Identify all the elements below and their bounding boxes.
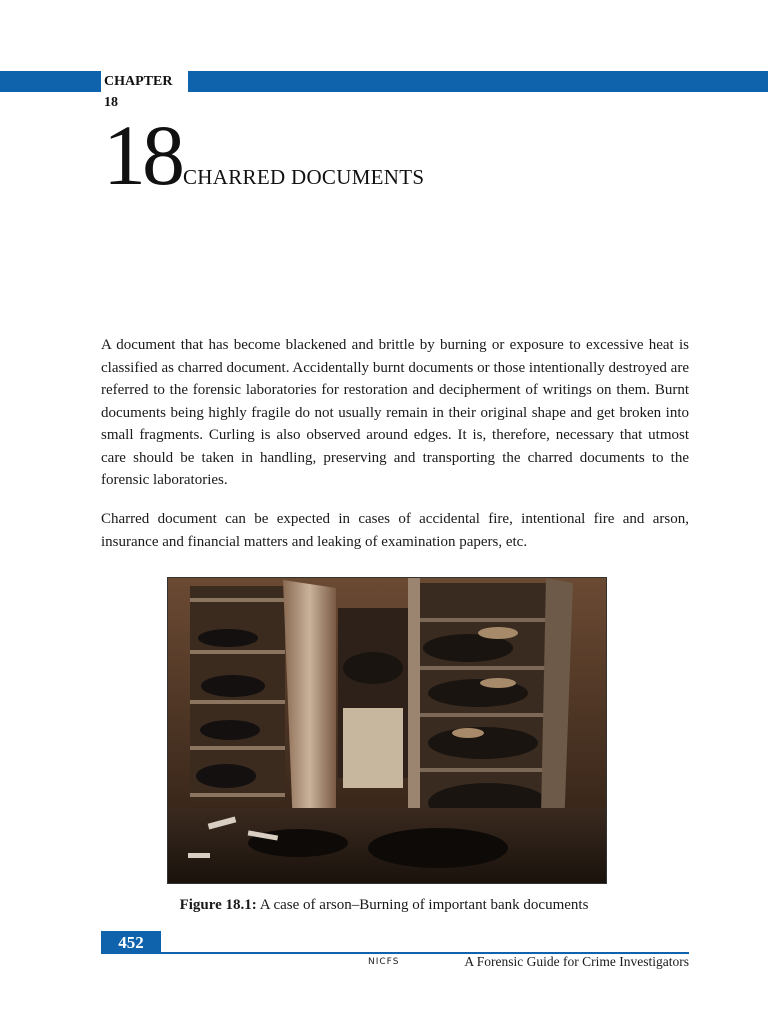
body-paragraph-2: Charred document can be expected in cases of accidental fire, intentional fire and arson, insurance and financial matters and leaking of examination papers, etc.	[101, 511, 689, 550]
body-paragraph-1: A document that has become blackened and brittle by burning or exposure to excessive heat is classified as charred document. Accidentally burnt documents or those intentionally destroyed are referred to the forensic laboratories for restoration and decipherment of writings on them. Burnt documents being highly fragile do not usually remain in their original shape and get broken into small fragments. Curling is also observed around edges. It is, therefore, necessary that utmost care should be taken in handling, preserving and transporting the charred documents to the forensic laboratories.	[101, 337, 689, 488]
chapter-number: 18	[103, 107, 181, 203]
figure-label: Figure 18.1:	[179, 897, 257, 913]
footer-book-title: A Forensic Guide for Crime Investigators	[464, 954, 689, 969]
chapter-title: CHARRED DOCUMENTS	[183, 165, 425, 189]
page-number: 452	[101, 931, 161, 954]
footer-org: NICFS	[368, 957, 400, 967]
figure-caption	[0, 897, 768, 914]
chapter-label: CHAPTER 18	[100, 71, 188, 92]
chapter-heading	[103, 107, 425, 203]
figure-caption-text: A case of arson–Burning of important bank documents	[256, 897, 589, 913]
figure-photo	[167, 577, 607, 884]
burnt-cabinet-image	[168, 578, 606, 883]
